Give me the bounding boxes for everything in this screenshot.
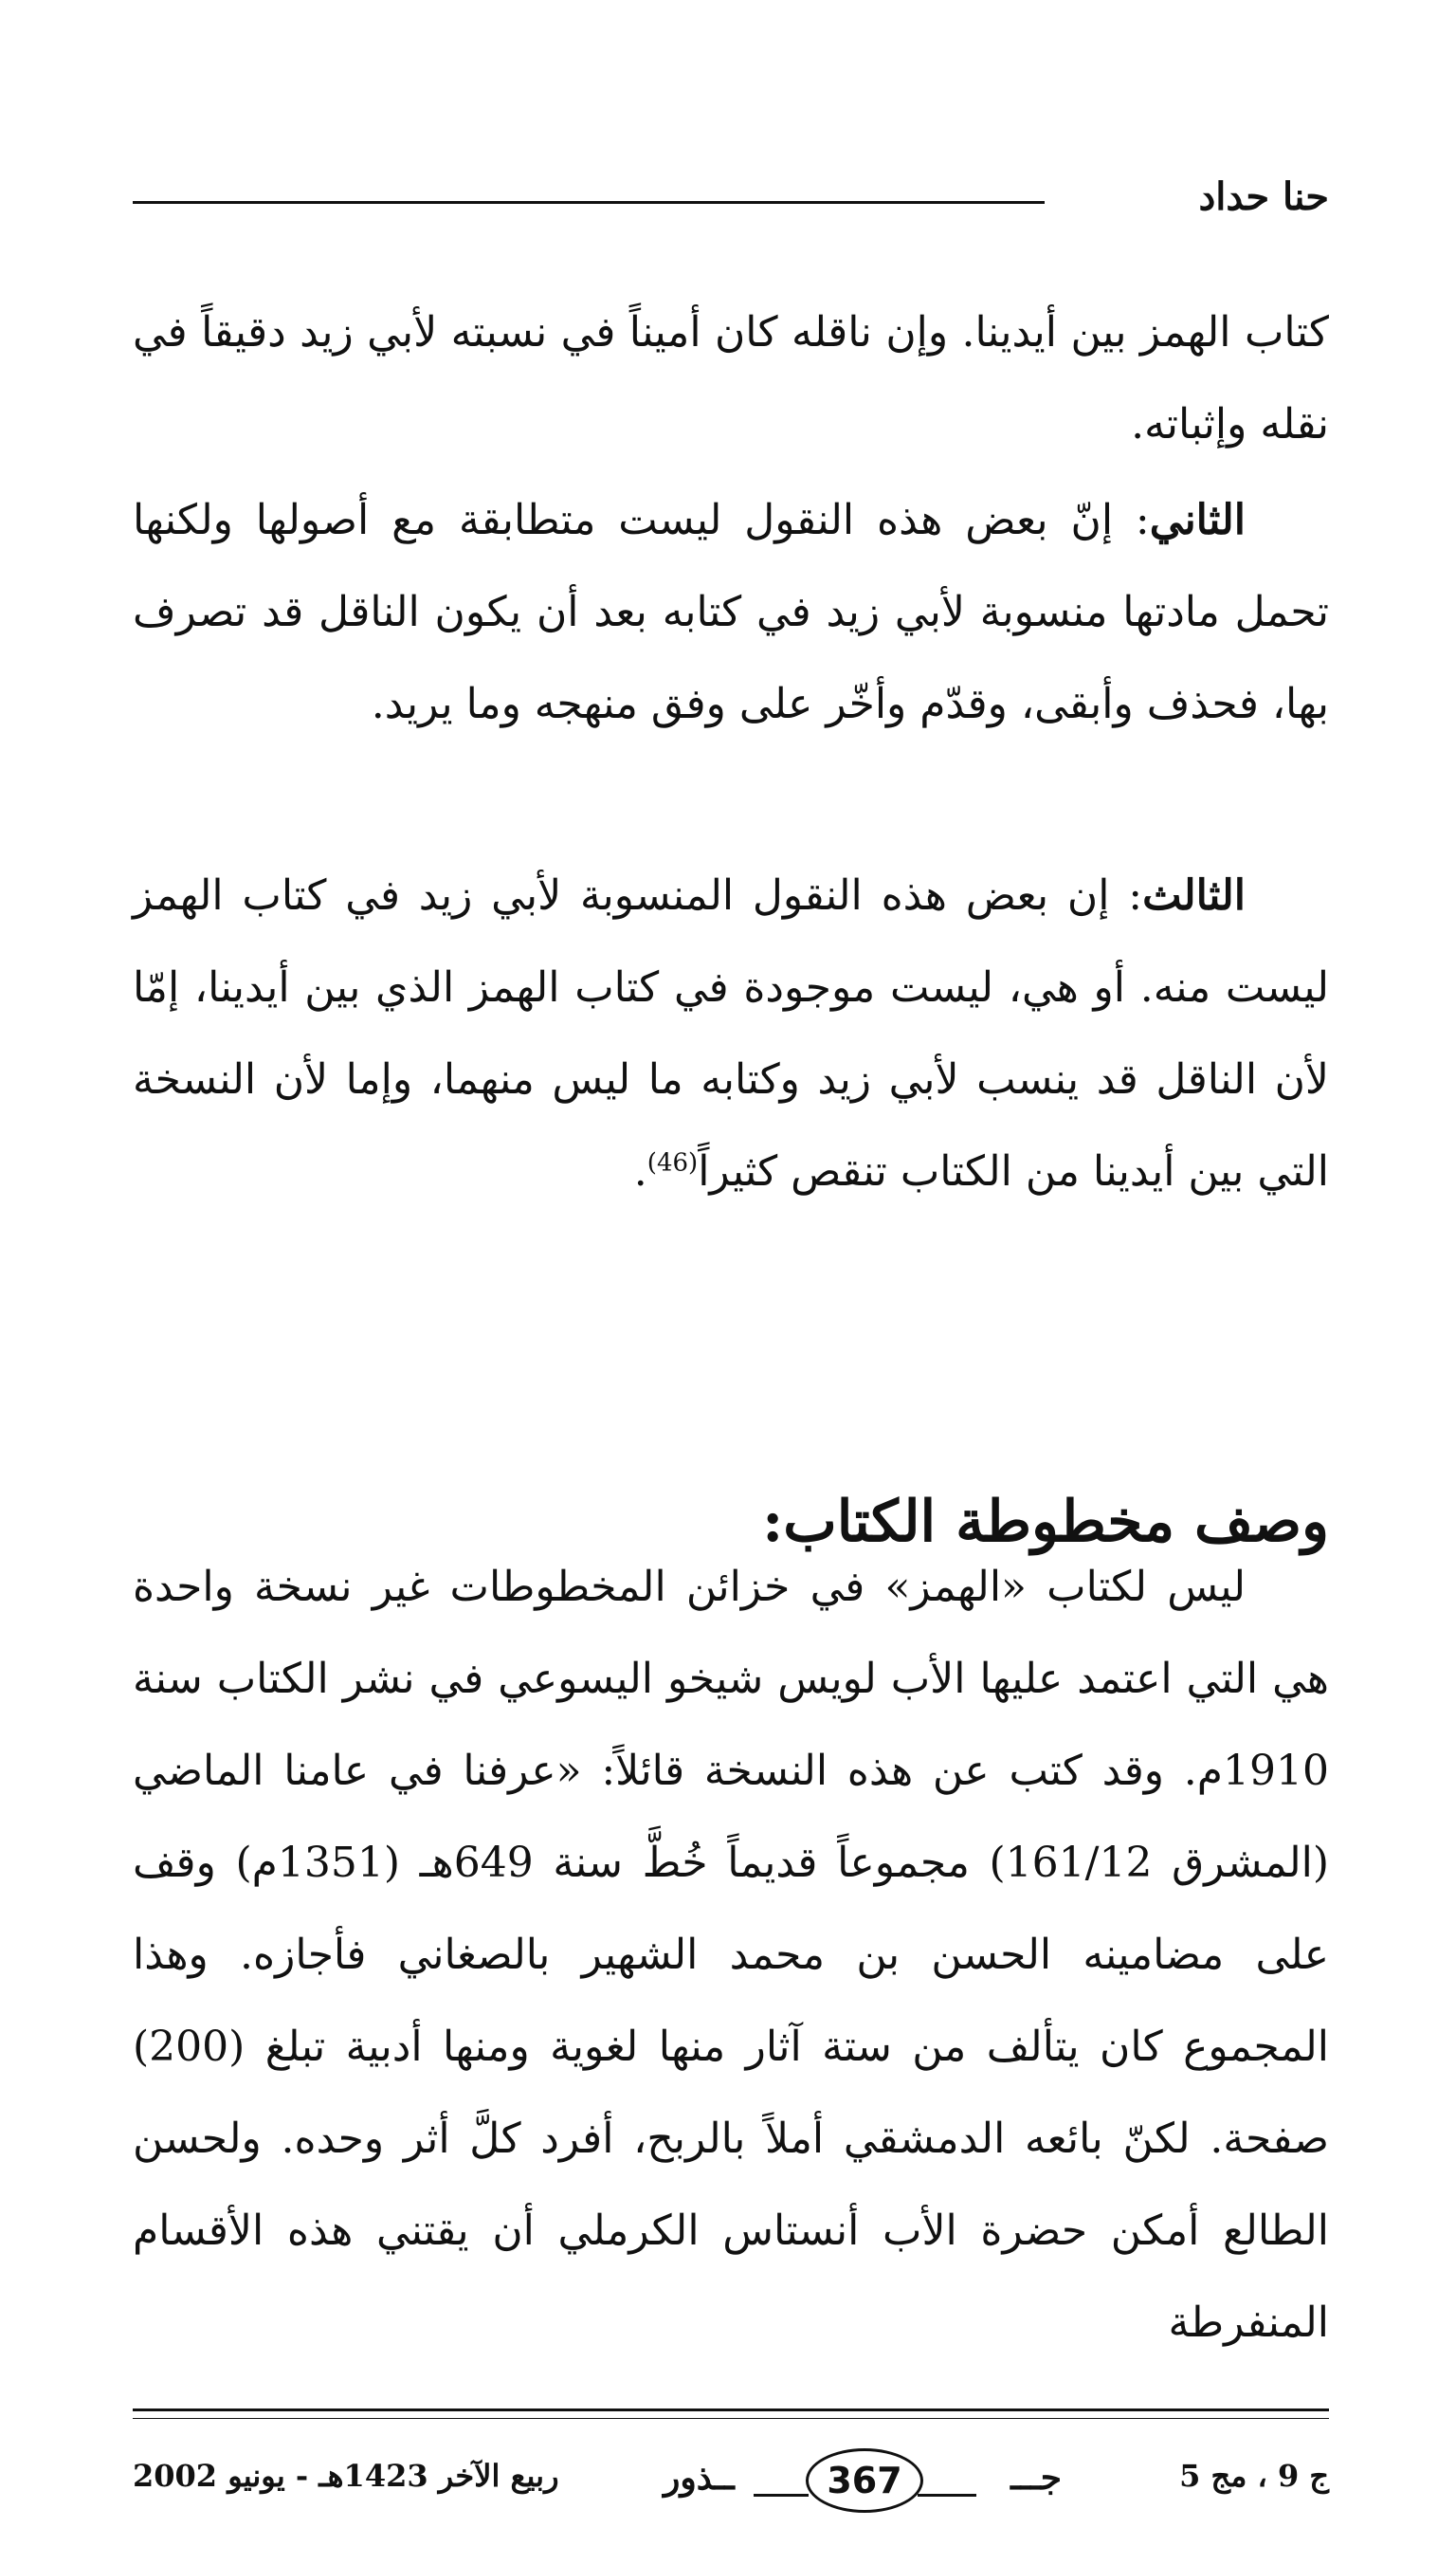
- issue-date: ربيع الآخر 1423هـ - يونيو 2002: [133, 2458, 559, 2494]
- footer-rule: [133, 2408, 1329, 2411]
- section-heading: وصف مخطوطة الكتاب:: [762, 1488, 1329, 1555]
- paragraph-continuation: كتاب الهمز بين أيدينا. وإن ناقله كان أميناً في نسبته لأبي زيد دقيقاً في نقله وإثباته.: [133, 308, 1329, 449]
- author-name: حنا حداد: [1198, 174, 1329, 219]
- paragraph-end-third: .: [633, 1147, 647, 1196]
- paragraph-second: [133, 474, 1329, 750]
- header-rule: [133, 201, 1045, 204]
- running-header: [133, 169, 1329, 226]
- paragraph-third: [133, 850, 1329, 1218]
- journal-name-right-part: ــذور: [664, 2458, 735, 2498]
- volume-label: ج 9 ، مج 5: [1179, 2458, 1329, 2494]
- page-footer: [133, 2446, 1329, 2522]
- logo-stroke-left: [754, 2494, 809, 2497]
- page-number: 367: [806, 2448, 923, 2513]
- paragraph-text-third: : إن بعض هذه النقول المنسوبة لأبي زيد في كتاب الهمز ليست منه. أو هي، ليست موجودة في كتاب الهمز الذي بين أيدينا، إمّا لأن الناقل قد ينسب لأبي زيد وكتابه ما ليس منهما، وإما لأن النسخة التي بين أيدينا من الكتاب تنقص كثيراً: [133, 871, 1329, 1196]
- paragraph-manuscript-description: ليس لكتاب «الهمز» في خزائن المخطوطات غير نسخة واحدة هي التي اعتمد عليها الأب لويس شيخو اليسوعي في نشر الكتاب سنة 1910م. وقد كتب عن هذه النسخة قائلاً: «عرفنا في عامنا الماضي (المشرق 161/12) مجموعاً قديماً خُطَّ سنة 649هـ (1351م) وقف على مضامينه الحسن بن محمد الشهير بالصغاني فأجازه. وهذا المجموع كان يتألف من ستة آثار منها لغوية ومنها أدبية تبلغ (200) صفحة. لكنّ بائعه الدمشقي أملاً بالربح، أفرد كلَّ أثر وحده. ولحسن الطالع أمكن حضرة الأب أنستاس الكرملي أن يقتني هذه الأقسام المنفرطة: [133, 1563, 1329, 2347]
- paragraph-lead-second: الثاني: [1149, 496, 1246, 544]
- paragraph-lead-third: الثالث: [1142, 871, 1246, 920]
- journal-logo: [664, 2446, 1081, 2522]
- journal-name-left-part: جـــ: [1010, 2458, 1062, 2498]
- footer-rule-thin: [133, 2418, 1329, 2419]
- footnote-marker: (46): [646, 1148, 699, 1178]
- logo-stroke-right: [918, 2494, 976, 2497]
- paragraph-text-second: : إنّ بعض هذه النقول ليست متطابقة مع أصولها ولكنها تحمل مادتها منسوبة لأبي زيد في كتابه بعد أن يكون الناقل قد تصرف بها، فحذف وأبقى، وقدّم وأخّر على وفق منهجه وما يريد.: [133, 496, 1329, 728]
